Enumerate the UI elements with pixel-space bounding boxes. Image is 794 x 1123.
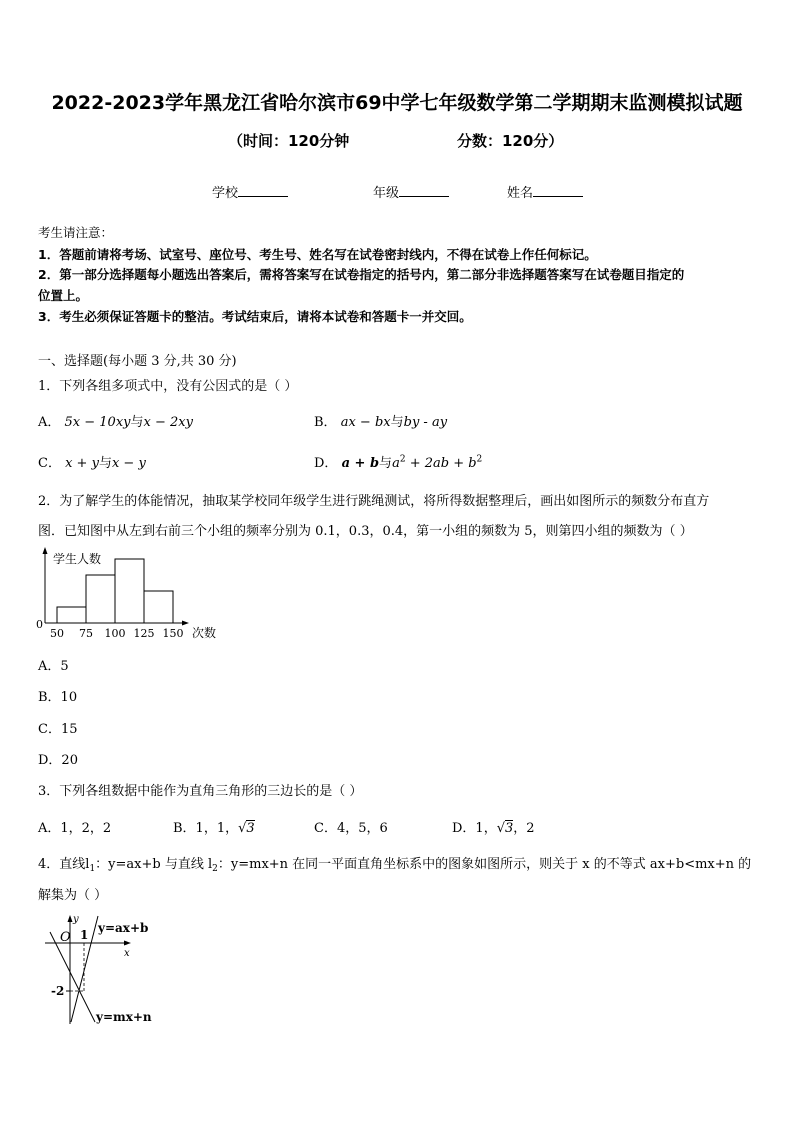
exam-time: （时间：120分钟 <box>228 132 350 150</box>
histogram-bar <box>57 607 86 623</box>
option-label: C． <box>38 456 61 471</box>
question-2-line: 2．为了解学生的体能情况，抽取某学校同年级学生进行跳绳测试，将所得数据整理后，画出如图所示的频数分布直方 <box>38 494 710 509</box>
expression: a + b <box>341 456 380 471</box>
exponent: 2 <box>399 454 406 465</box>
x-axis-label: x <box>124 948 130 959</box>
subscript: 2 <box>212 864 218 874</box>
question-2-line: 图．已知图中从左到右前三个小组的频率分别为 0.1，0.3，0.4，第一小组的频数为 5，则第四小组的频数为（ ） <box>38 524 693 539</box>
radicand: 3 <box>246 821 255 836</box>
expression: + 2ab + b <box>405 456 477 471</box>
x-mark-label: 1 <box>80 928 89 942</box>
option-text: B．1，1， <box>173 821 239 836</box>
notes-heading: 考生请注意： <box>38 225 114 240</box>
q3-option-b[interactable] <box>173 817 255 836</box>
line-ax-b-label: y=ax+b <box>98 921 149 935</box>
q3-option-a[interactable]: A．1，2，2 <box>38 821 112 836</box>
note-item: 2．第一部分选择题每小题选出答案后，需将答案写在试卷指定的括号内，第二部分非选择题答案写在试卷题目指定的 <box>38 267 685 282</box>
q1-option-d[interactable] <box>314 452 482 471</box>
section-heading: 一、选择题(每小题 3 分,共 30 分) <box>38 354 237 369</box>
y-mark-label: -2 <box>51 984 65 998</box>
school-blank[interactable] <box>238 184 288 197</box>
name-blank[interactable] <box>533 184 583 197</box>
option-text: D．1， <box>452 821 497 836</box>
page-title: 2022-2023学年黑龙江省哈尔滨市69中学七年级数学第二学期期末监测模拟试题 <box>51 92 743 114</box>
x-axis-arrow <box>124 941 131 946</box>
option-label: D． <box>314 456 338 471</box>
line-mx-n <box>50 932 95 1022</box>
q2-option-b[interactable]: B．10 <box>38 690 78 705</box>
expression: x − 2xy <box>143 415 193 430</box>
stem-text: ：y=mx+n 在同一平面直角坐标系中的图象如图所示，则关于 x 的不等式 ax+b<mx+n 的 <box>217 857 752 872</box>
grade-label: 年级 <box>373 186 400 201</box>
expression: x − y <box>111 456 146 471</box>
school-field[interactable] <box>212 182 288 201</box>
note-item: 3．考生必须保证答题卡的整洁。考试结束后，请将本试卷和答题卡一并交回。 <box>38 309 472 324</box>
grade-field[interactable] <box>373 182 449 201</box>
expression: a <box>392 456 400 471</box>
option-text: ，2 <box>513 821 535 836</box>
subscript: 1 <box>89 864 96 874</box>
connector-text: 与 <box>130 415 144 430</box>
option-label: B． <box>314 415 337 430</box>
x-tick-label: 50 <box>50 627 64 640</box>
connector-text: 与 <box>98 456 112 471</box>
x-tick-label: 100 <box>104 627 126 640</box>
histogram-bar <box>144 591 173 623</box>
q2-option-a[interactable]: A．5 <box>38 659 69 674</box>
histogram-bar <box>86 575 115 623</box>
x-tick-label: 75 <box>79 627 93 640</box>
expression: by - ay <box>403 415 448 430</box>
stem-text: ：y=ax+b 与直线 l <box>95 857 213 872</box>
histogram-bar <box>115 559 144 623</box>
school-label: 学校 <box>212 186 239 201</box>
q1-option-a[interactable] <box>38 411 193 430</box>
y-axis-label: 学生人数 <box>53 552 102 566</box>
x-axis-arrow <box>182 621 189 626</box>
expression: x + y <box>65 456 99 471</box>
exponent: 2 <box>476 454 483 465</box>
option-label: A． <box>38 415 61 430</box>
q3-option-c[interactable]: C．4，5，6 <box>314 821 388 836</box>
radicand: 3 <box>505 821 514 836</box>
exam-score: 分数：120分） <box>457 132 564 150</box>
question-4-line: 解集为（ ） <box>38 888 108 903</box>
name-field[interactable] <box>507 182 583 201</box>
q2-option-d[interactable]: D．20 <box>38 753 78 768</box>
y-axis-arrow <box>43 547 48 554</box>
histogram-chart <box>34 545 234 645</box>
stem-text: 4．直线l <box>38 857 90 872</box>
connector-text: 与 <box>390 415 404 430</box>
radical-sign: √ <box>496 821 505 836</box>
radical-sign: √ <box>238 821 247 836</box>
connector-text: 与 <box>379 456 393 471</box>
question-4-line <box>38 853 751 874</box>
question-3-stem: 3．下列各组数据中能作为直角三角形的三边长的是（ ） <box>38 784 363 799</box>
q1-option-b[interactable] <box>314 411 447 430</box>
line-mx-n-label: y=mx+n <box>96 1010 152 1024</box>
y-axis-label: y <box>73 914 79 925</box>
note-item: 1．答题前请将考场、试室号、座位号、考生号、姓名写在试卷密封线内，不得在试卷上作任何标记。 <box>38 247 597 262</box>
q3-option-d[interactable] <box>452 817 535 836</box>
q2-option-c[interactable]: C．15 <box>38 722 78 737</box>
x-axis-label: 次数 <box>192 626 217 640</box>
x-tick-label: 150 <box>162 627 184 640</box>
q1-option-c[interactable] <box>38 452 146 471</box>
x-tick-label: 125 <box>133 627 155 640</box>
expression: 5x − 10xy <box>64 415 131 430</box>
y-axis-arrow <box>68 915 73 922</box>
question-1-stem: 1．下列各组多项式中，没有公因式的是（ ） <box>38 379 298 394</box>
origin-label: O <box>60 930 71 945</box>
q4-graph <box>40 912 170 1030</box>
name-label: 姓名 <box>507 186 534 201</box>
origin-label: 0 <box>36 618 43 631</box>
grade-blank[interactable] <box>399 184 449 197</box>
expression: ax − bx <box>340 415 391 430</box>
note-item: 位置上。 <box>38 288 89 303</box>
